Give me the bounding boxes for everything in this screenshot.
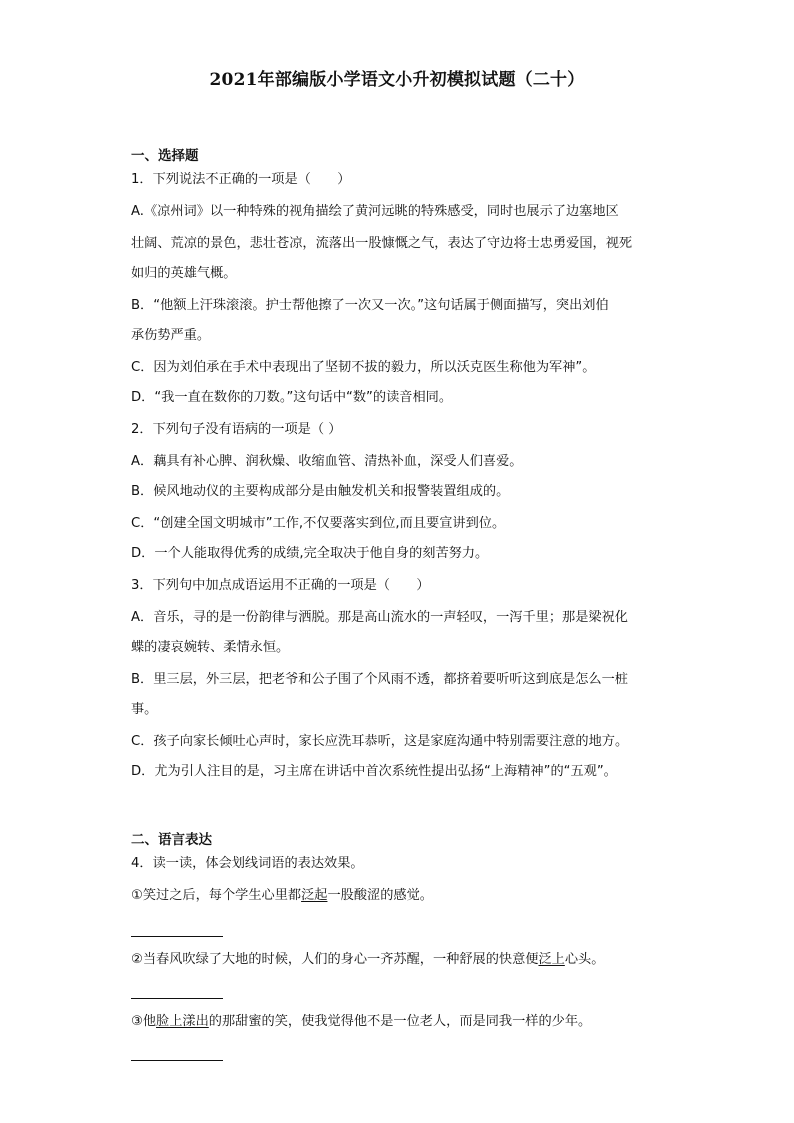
question-3-option-c: C．孩子向家长倾吐心声时，家长应洗耳恭听，这是家庭沟通中特别需要注意的地方。 [131, 734, 629, 749]
underlined-word: 泛上 [538, 952, 565, 967]
question-3-option-b-cont: 事。 [131, 702, 158, 717]
sentence-text: ③他 [131, 1014, 157, 1029]
section-heading-expression: 二、语言表达 [131, 832, 212, 848]
question-2-option-c: C．“创建全国文明城市”工作,不仅要落实到位,而且要宣讲到位。 [131, 516, 506, 531]
question-3-option-b: B．里三层，外三层，把老爷和公子围了个风雨不透，都挤着要听听这到底是怎么一桩 [131, 672, 628, 687]
answer-blank-1[interactable] [131, 936, 223, 937]
question-1-option-a-cont: 如归的英雄气概。 [131, 266, 237, 281]
question-1-option-c: C．因为刘伯承在手术中表现出了坚韧不拔的毅力，所以沃克医生称他为军神”。 [131, 360, 596, 375]
question-1-option-a-cont: 壮阔、荒凉的景色，悲壮苍凉，流落出一股慷慨之气，表达了守边将士忠勇爱国，视死 [131, 236, 633, 251]
answer-blank-3[interactable] [131, 1060, 223, 1061]
underlined-word: 脸上漾出 [156, 1014, 209, 1029]
question-2-stem: 2．下列句子没有语病的一项是（ ） [131, 422, 342, 437]
question-4-sentence-2 [131, 950, 671, 970]
underlined-word: 泛起 [301, 888, 328, 903]
question-4-sentence-1 [131, 886, 671, 906]
question-3-option-a-cont: 蝶的凄哀婉转、柔情永恒。 [131, 640, 290, 655]
question-1-stem: 1．下列说法不正确的一项是（ ） [131, 172, 351, 187]
question-3-option-a: A．音乐，寻的是一份韵律与洒脱。那是高山流水的一声轻叹，一泻千里；那是梁祝化 [131, 610, 628, 625]
question-4-sentence-3 [131, 1012, 671, 1032]
question-2-option-d: D．一个人能取得优秀的成绩,完全取决于他自身的刻苦努力。 [131, 546, 489, 561]
question-3-option-d: D．尤为引人注目的是，习主席在讲话中首次系统性提出弘扬“上海精神”的“五观”。 [131, 764, 617, 779]
question-1-option-d: D．“我一直在数你的刀数。”这句话中“数”的读音相同。 [131, 390, 453, 405]
sentence-text: 心头。 [564, 952, 605, 967]
question-1-option-a: A.《凉州词》以一种特殊的视角描绘了黄河远眺的特殊感受，同时也展示了边塞地区 [131, 204, 619, 219]
sentence-text: ①笑过之后，每个学生心里都 [131, 888, 302, 903]
sentence-text: 一股酸涩的感觉。 [327, 888, 433, 903]
question-4-stem: 4．读一读，体会划线词语的表达效果。 [131, 856, 364, 871]
question-2-option-b: B．候风地动仪的主要构成部分是由触发机关和报警装置组成的。 [131, 484, 510, 499]
section-heading-choice: 一、选择题 [131, 148, 199, 164]
question-1-option-b: B．“他额上汗珠滚滚。护士帮他擦了一次又一次。”这句话属于侧面描写，突出刘伯 [131, 298, 609, 313]
sentence-text: ②当春风吹绿了大地的时候，人们的身心一齐苏醒，一种舒展的快意便 [131, 952, 539, 967]
question-3-stem: 3．下列句中加点成语运用不正确的一项是（ ） [131, 578, 430, 593]
page-title: 2021年部编版小学语文小升初模拟试题（二十） [209, 70, 585, 90]
question-1-option-b-cont: 承伤势严重。 [131, 328, 211, 343]
sentence-text: 的那甜蜜的笑，使我觉得他不是一位老人，而是同我一样的少年。 [208, 1014, 592, 1029]
answer-blank-2[interactable] [131, 998, 223, 999]
question-2-option-a: A．藕具有补心脾、润秋燥、收缩血管、清热补血，深受人们喜爱。 [131, 454, 523, 469]
